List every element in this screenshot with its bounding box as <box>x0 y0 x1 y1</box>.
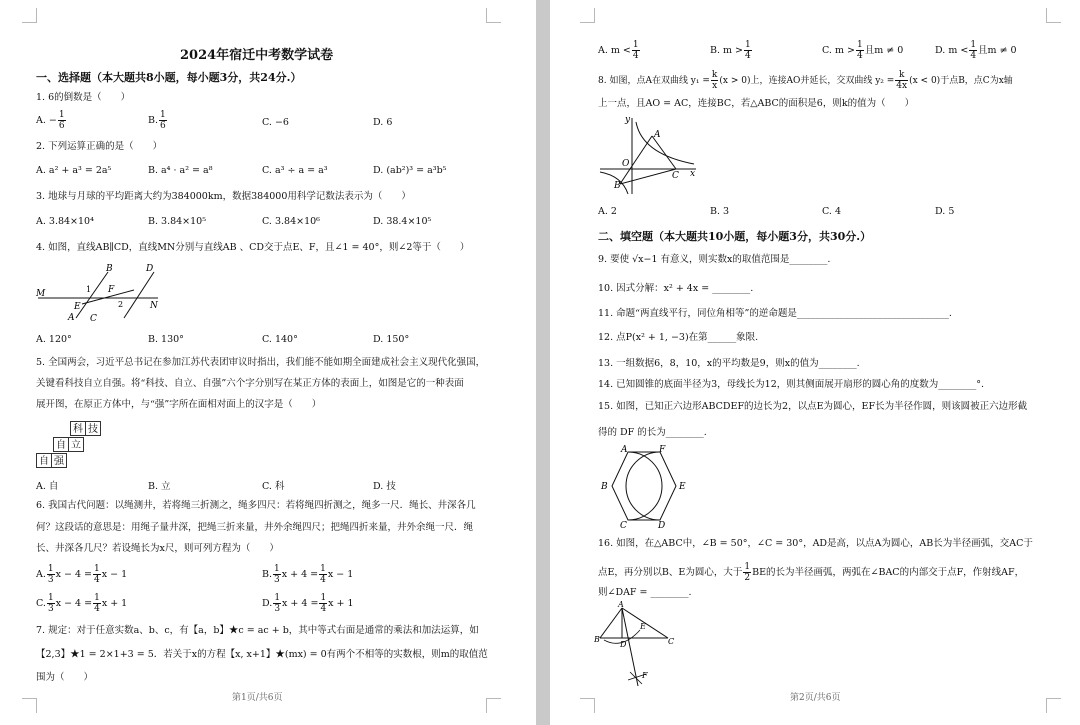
svg-text:y: y <box>625 115 631 125</box>
page-footer: 第2页/共6页 <box>790 693 841 703</box>
option-c: C. $\frac{1}{3}$ x − 4 = $\frac{1}{4}$ x + 1 <box>36 593 128 614</box>
svg-text:E: E <box>640 622 646 631</box>
option-c: C. 3.84×10⁶ <box>262 216 320 227</box>
svg-text:N: N <box>150 301 158 311</box>
svg-text:O: O <box>622 159 630 169</box>
question-2: 2. 下列运算正确的是（ ） <box>36 141 163 152</box>
option-a: A. − $\frac{1}{6}$ <box>36 110 65 131</box>
question-4: 4. 如图，直线AB∥CD，直线MN分别与直线AB 、CD交于点E、F，且∠1 = 40°，则∠2等于（ ） <box>36 242 470 253</box>
exam-page-1 <box>0 0 536 725</box>
question-11: 11. 命题“两直线平行，同位角相等”的逆命题是________________________________. <box>598 308 952 319</box>
option-c: C. −6 <box>262 117 289 128</box>
net-cell: 自 <box>53 437 69 452</box>
option-a: A. 120° <box>36 334 72 345</box>
option-b: B. 130° <box>148 334 184 345</box>
hyperbola-figure <box>596 114 702 198</box>
option-a: A. a² + a³ = 2a⁵ <box>36 165 112 176</box>
option-a: A. 自 <box>36 481 59 492</box>
crop-mark <box>22 698 37 713</box>
option-a: A. $\frac{1}{3}$ x − 4 = $\frac{1}{4}$ x − 1 <box>36 564 128 585</box>
option-d: D. 5 <box>935 206 955 217</box>
question-15-line: 得的 DF 的长为________. <box>598 427 707 438</box>
option-d: D. 150° <box>373 334 410 345</box>
svg-text:C: C <box>668 637 675 646</box>
svg-text:C: C <box>90 314 97 324</box>
question-16-line: 16. 如图，在△ABC中，∠B = 50°，∠C = 30°，AD是高，以点A为圆心，AB长为半径画弧，交AC于 <box>598 538 1033 549</box>
exam-title: 2024年宿迁中考数学试卷 <box>180 48 334 63</box>
svg-text:C: C <box>620 521 627 531</box>
svg-text:A: A <box>68 313 75 323</box>
question-13: 13. 一组数据6，8，10，x的平均数是9，则x的值为________. <box>598 358 860 369</box>
question-14: 14. 已知圆锥的底面半径为3，母线长为12，则其侧面展开扇形的圆心角的度数为________°. <box>598 379 985 390</box>
question-1: 1. 6的倒数是（ ） <box>36 92 131 103</box>
question-8-line: 上一点，且AO = AC，连接BC，若△ABC的面积是6，则k的值为（ ） <box>598 98 915 109</box>
question-7-line: 围为（ ） <box>36 672 94 683</box>
svg-text:E: E <box>74 302 81 312</box>
svg-text:A: A <box>654 130 661 140</box>
svg-text:B: B <box>601 482 608 492</box>
option-a: A. m < $\frac{1}{4}$ <box>598 40 639 61</box>
svg-text:D: D <box>146 264 154 274</box>
question-6-line: 长、井深各几尺？若设绳长为x尺，则可列方程为（ ） <box>36 543 279 554</box>
crop-mark <box>22 8 37 23</box>
section-heading-fill: 二、填空题（本大题共10小题，每小题3分，共30分.） <box>598 230 872 243</box>
svg-text:2: 2 <box>118 300 124 309</box>
question-9: 9. 要使 √x−1 有意义，则实数x的取值范围是________. <box>598 254 831 265</box>
crop-mark <box>1046 698 1061 713</box>
option-d: D. m < $\frac{1}{4}$ 且m ≠ 0 <box>935 40 1017 61</box>
question-5-line: 5. 全国两会，习近平总书记在参加江苏代表团审议时指出，我们能不能如期全面建成社会主义现代化强国， <box>36 357 486 368</box>
option-d: D. 6 <box>373 117 393 128</box>
option-d: D. $\frac{1}{3}$ x + 4 = $\frac{1}{4}$ x + 1 <box>262 593 354 614</box>
question-10: 10. 因式分解：x² + 4x = ________. <box>598 283 754 294</box>
svg-text:F: F <box>659 445 666 455</box>
net-cell: 强 <box>51 453 67 468</box>
crop-mark <box>1046 8 1061 23</box>
option-b: B. a⁴ · a² = a⁸ <box>148 165 213 176</box>
section-heading-choice: 一、选择题（本大题共8小题，每小题3分，共24分.） <box>36 71 302 84</box>
crop-mark <box>486 8 501 23</box>
option-b: B. 立 <box>148 481 171 492</box>
option-b: B. $\frac{1}{6}$ <box>148 110 166 131</box>
cube-net-figure <box>36 421 106 469</box>
svg-text:A: A <box>618 600 624 609</box>
crop-mark <box>580 8 595 23</box>
hexagon-figure <box>596 444 696 532</box>
svg-text:A: A <box>621 445 628 455</box>
svg-text:x: x <box>690 169 696 179</box>
option-d: D. 技 <box>373 481 396 492</box>
question-12: 12. 点P(x² + 1, −3)在第______象限. <box>598 332 759 343</box>
svg-text:B: B <box>594 635 600 644</box>
option-b: B. m > $\frac{1}{4}$ <box>710 40 751 61</box>
option-a: A. 3.84×10⁴ <box>36 216 94 227</box>
option-c: C. 4 <box>822 206 842 217</box>
crop-mark <box>486 698 501 713</box>
svg-text:F: F <box>108 285 115 295</box>
option-c: C. 140° <box>262 334 298 345</box>
question-6-line: 6. 我国古代问题：以绳测井，若将绳三折测之，绳多四尺：若将绳四折测之，绳多一尺．绳长、井深各几 <box>36 500 476 511</box>
question-7-line: 7. 规定：对于任意实数a、b、c，有【a，b】★c = ac + b，其中等式右面是通常的乘法和加法运算，如 <box>36 625 479 636</box>
triangle-construction-figure <box>594 600 690 692</box>
svg-text:D: D <box>620 640 627 649</box>
option-b: B. $\frac{1}{3}$ x + 4 = $\frac{1}{4}$ x − 1 <box>262 564 354 585</box>
option-c: C. m > $\frac{1}{4}$ 且m ≠ 0 <box>822 40 904 61</box>
svg-text:E: E <box>679 482 686 492</box>
net-cell: 立 <box>68 437 84 452</box>
svg-text:C: C <box>672 171 679 181</box>
question-16-line: 则∠DAF = ________. <box>598 587 692 598</box>
crop-mark <box>580 698 595 713</box>
svg-text:B: B <box>614 181 621 191</box>
question-15-line: 15. 如图，已知正六边形ABCDEF的边长为2，以点E为圆心，EF长为半径作圆，则该圆被正六边形截 <box>598 401 1028 412</box>
net-cell: 科 <box>70 421 86 436</box>
page-footer: 第1页/共6页 <box>232 693 283 703</box>
svg-text:B: B <box>106 264 113 274</box>
svg-text:1: 1 <box>86 285 92 294</box>
question-6-line: 何？这段话的意思是：用绳子量井深，把绳三折来量，井外余绳四尺；把绳四折来量，井外余绳一尺．绳 <box>36 522 474 533</box>
exam-page-2 <box>550 0 1080 725</box>
option-d: D. 38.4×10⁵ <box>373 216 432 227</box>
option-c: C. 科 <box>262 481 285 492</box>
question-8-line: 8. 如图，点A在双曲线 y₁ = $\frac{k}{x}$ (x > 0)上，连接AO并延长，交双曲线 y₂ = $\frac{k}{4x}$ (x < 0)于点B，点C为x轴 <box>598 70 1013 91</box>
question-5-line: 展开图，在原正方体中，与“强”字所在面相对面上的汉字是（ ） <box>36 399 322 410</box>
net-cell: 自 <box>36 453 52 468</box>
option-b: B. 3 <box>710 206 730 217</box>
option-b: B. 3.84×10⁵ <box>148 216 207 227</box>
svg-text:D: D <box>658 521 666 531</box>
option-d: D. (ab²)³ = a³b⁵ <box>373 165 447 176</box>
option-a: A. 2 <box>598 206 617 217</box>
parallel-lines-figure <box>34 260 164 324</box>
option-c: C. a³ ÷ a = a³ <box>262 165 328 176</box>
question-5-line: 关键看科技自立自强。将“科技、自立、自强”六个字分别写在某正方体的表面上，如图是它的一种表面 <box>36 378 464 389</box>
question-16-line: 点E，再分别以B、E为圆心，大于 $\frac{1}{2}$ BE的长为半径画弧，两弧在∠BAC的内部交于点F，作射线AF， <box>598 562 1025 583</box>
question-3: 3. 地球与月球的平均距离大约为384000km，数据384000用科学记数法表示为（ ） <box>36 191 411 202</box>
question-7-line: 【2,3】★1 = 2×1+3 = 5．若关于x的方程【x, x+1】★(mx) = 0有两个不相等的实数根，则m的取值范 <box>36 649 488 660</box>
svg-text:F: F <box>642 671 648 680</box>
net-cell: 技 <box>85 421 101 436</box>
svg-text:M: M <box>36 289 46 299</box>
